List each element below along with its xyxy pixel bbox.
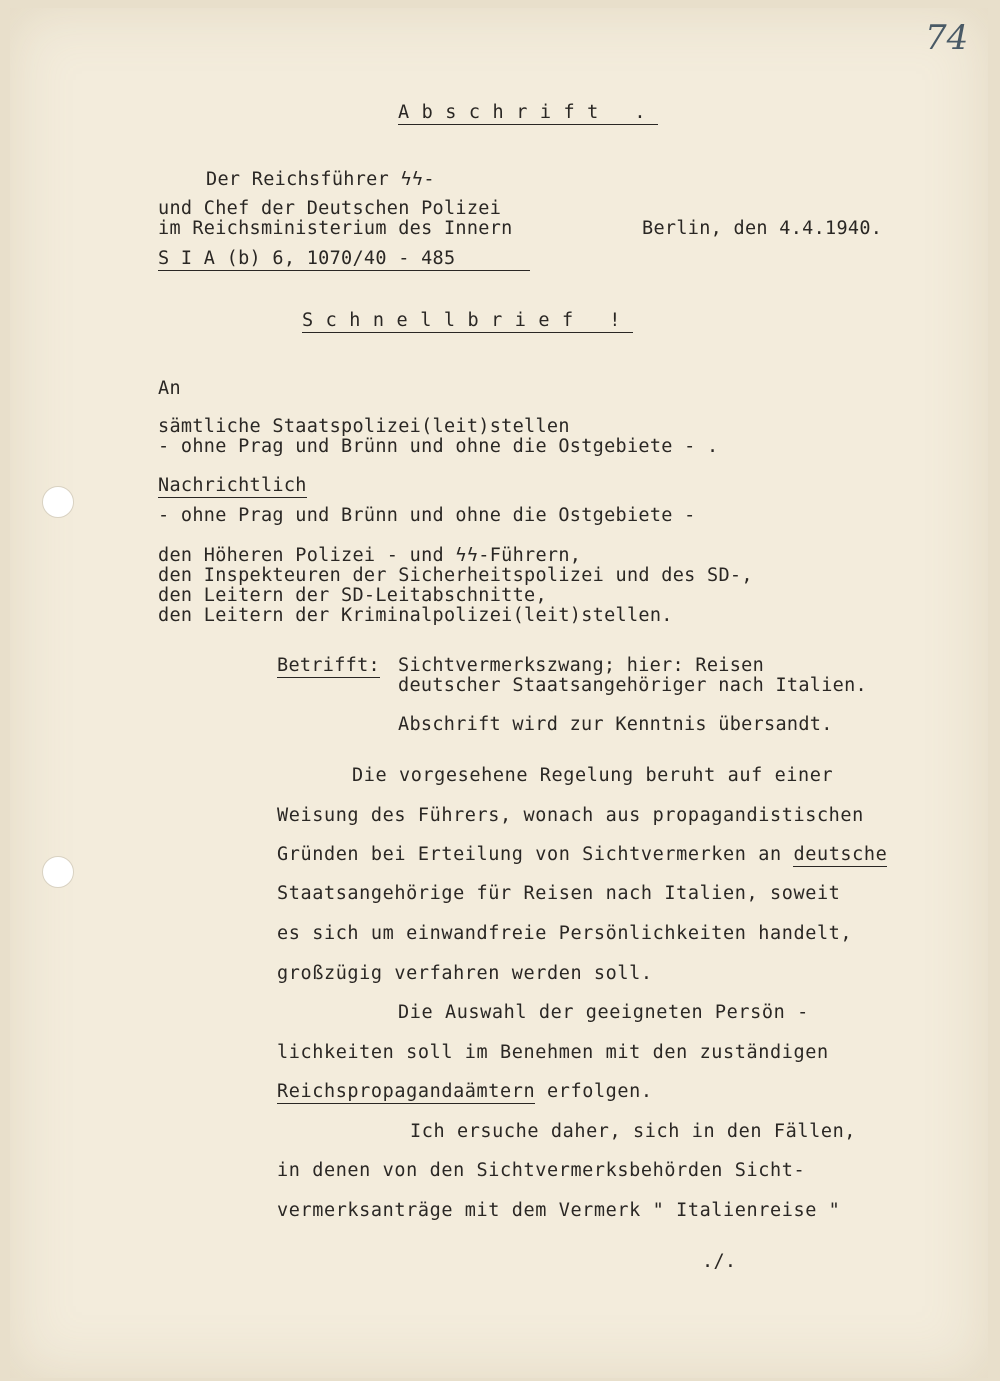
recipients-line-1: sämtliche Staatspolizei(leit)stellen [158,416,570,437]
body-line [277,1082,653,1102]
body-line: vermerksanträge mit dem Vermerk " Italienreise " [277,1200,841,1221]
cc-line-3: den Inspekteuren der Sicherheitspolizei und des SD-, [158,565,753,586]
body-line: Ich ersuche daher, sich in den Fällen, [410,1121,857,1142]
body-line [277,845,887,865]
cc-line-4: den Leitern der SD-Leitabschnitte, [158,585,547,606]
body-line: Weisung des Führers, wonach aus propagandistischen [277,805,864,826]
body-line: Staatsangehörige für Reisen nach Italien, soweit [277,883,841,904]
sender-line-2: und Chef der Deutschen Polizei [158,198,502,219]
body-text: erfolgen. [535,1081,653,1102]
body-line: lichkeiten soll im Benehmen mit den zuständigen [277,1042,829,1063]
body-line: großzügig verfahren werden soll. [277,963,653,984]
body-text: Gründen bei Erteilung von Sichtvermerken an [277,844,794,865]
punch-hole-bottom [42,856,74,888]
body-line: Die vorgesehene Regelung beruht auf einer [352,765,834,786]
document-type: Schnellbrief ! [302,310,633,331]
address-to: An [158,378,181,399]
cc-line-2: den Höheren Polizei - und ϟϟ-Führern, [158,545,582,566]
sender-line-1: Der Reichsführer ϟϟ- [206,169,435,190]
notice: Abschrift wird zur Kenntnis übersandt. [398,714,833,735]
body-line: es sich um einwandfreie Persönlichkeiten handelt, [277,923,853,944]
subject-line-1: Sichtvermerkszwang; hier: Reisen [398,655,765,676]
sender-line-3: im Reichsministerium des Innern [158,218,513,239]
document-page [10,8,988,1378]
punch-hole-top [42,486,74,518]
cc-line-5: den Leitern der Kriminalpolizei(leit)stellen. [158,605,673,626]
reference-number: S I A (b) 6, 1070/40 - 485 [158,249,530,271]
body-line: in denen von den Sichtvermerksbehörden Sicht- [277,1160,806,1181]
document-heading: Abschrift . [398,102,659,123]
underlined-word: deutsche [793,844,888,865]
underlined-word: Reichspropagandaämtern [277,1081,536,1102]
subject-line-2: deutscher Staatsangehöriger nach Italien. [398,675,867,696]
place-date: Berlin, den 4.4.1940. [642,218,883,239]
page-number: 74 [925,18,969,58]
cc-label: Nachrichtlich [158,475,307,496]
subject-label: Betrifft: [277,655,380,676]
cc-line-1: - ohne Prag und Brünn und ohne die Ostgebiete - [158,505,696,526]
continuation-mark: ./. [702,1251,737,1272]
recipients-line-2: - ohne Prag und Brünn und ohne die Ostgebiete - . [158,436,719,457]
body-line: Die Auswahl der geeigneten Persön - [398,1002,809,1023]
